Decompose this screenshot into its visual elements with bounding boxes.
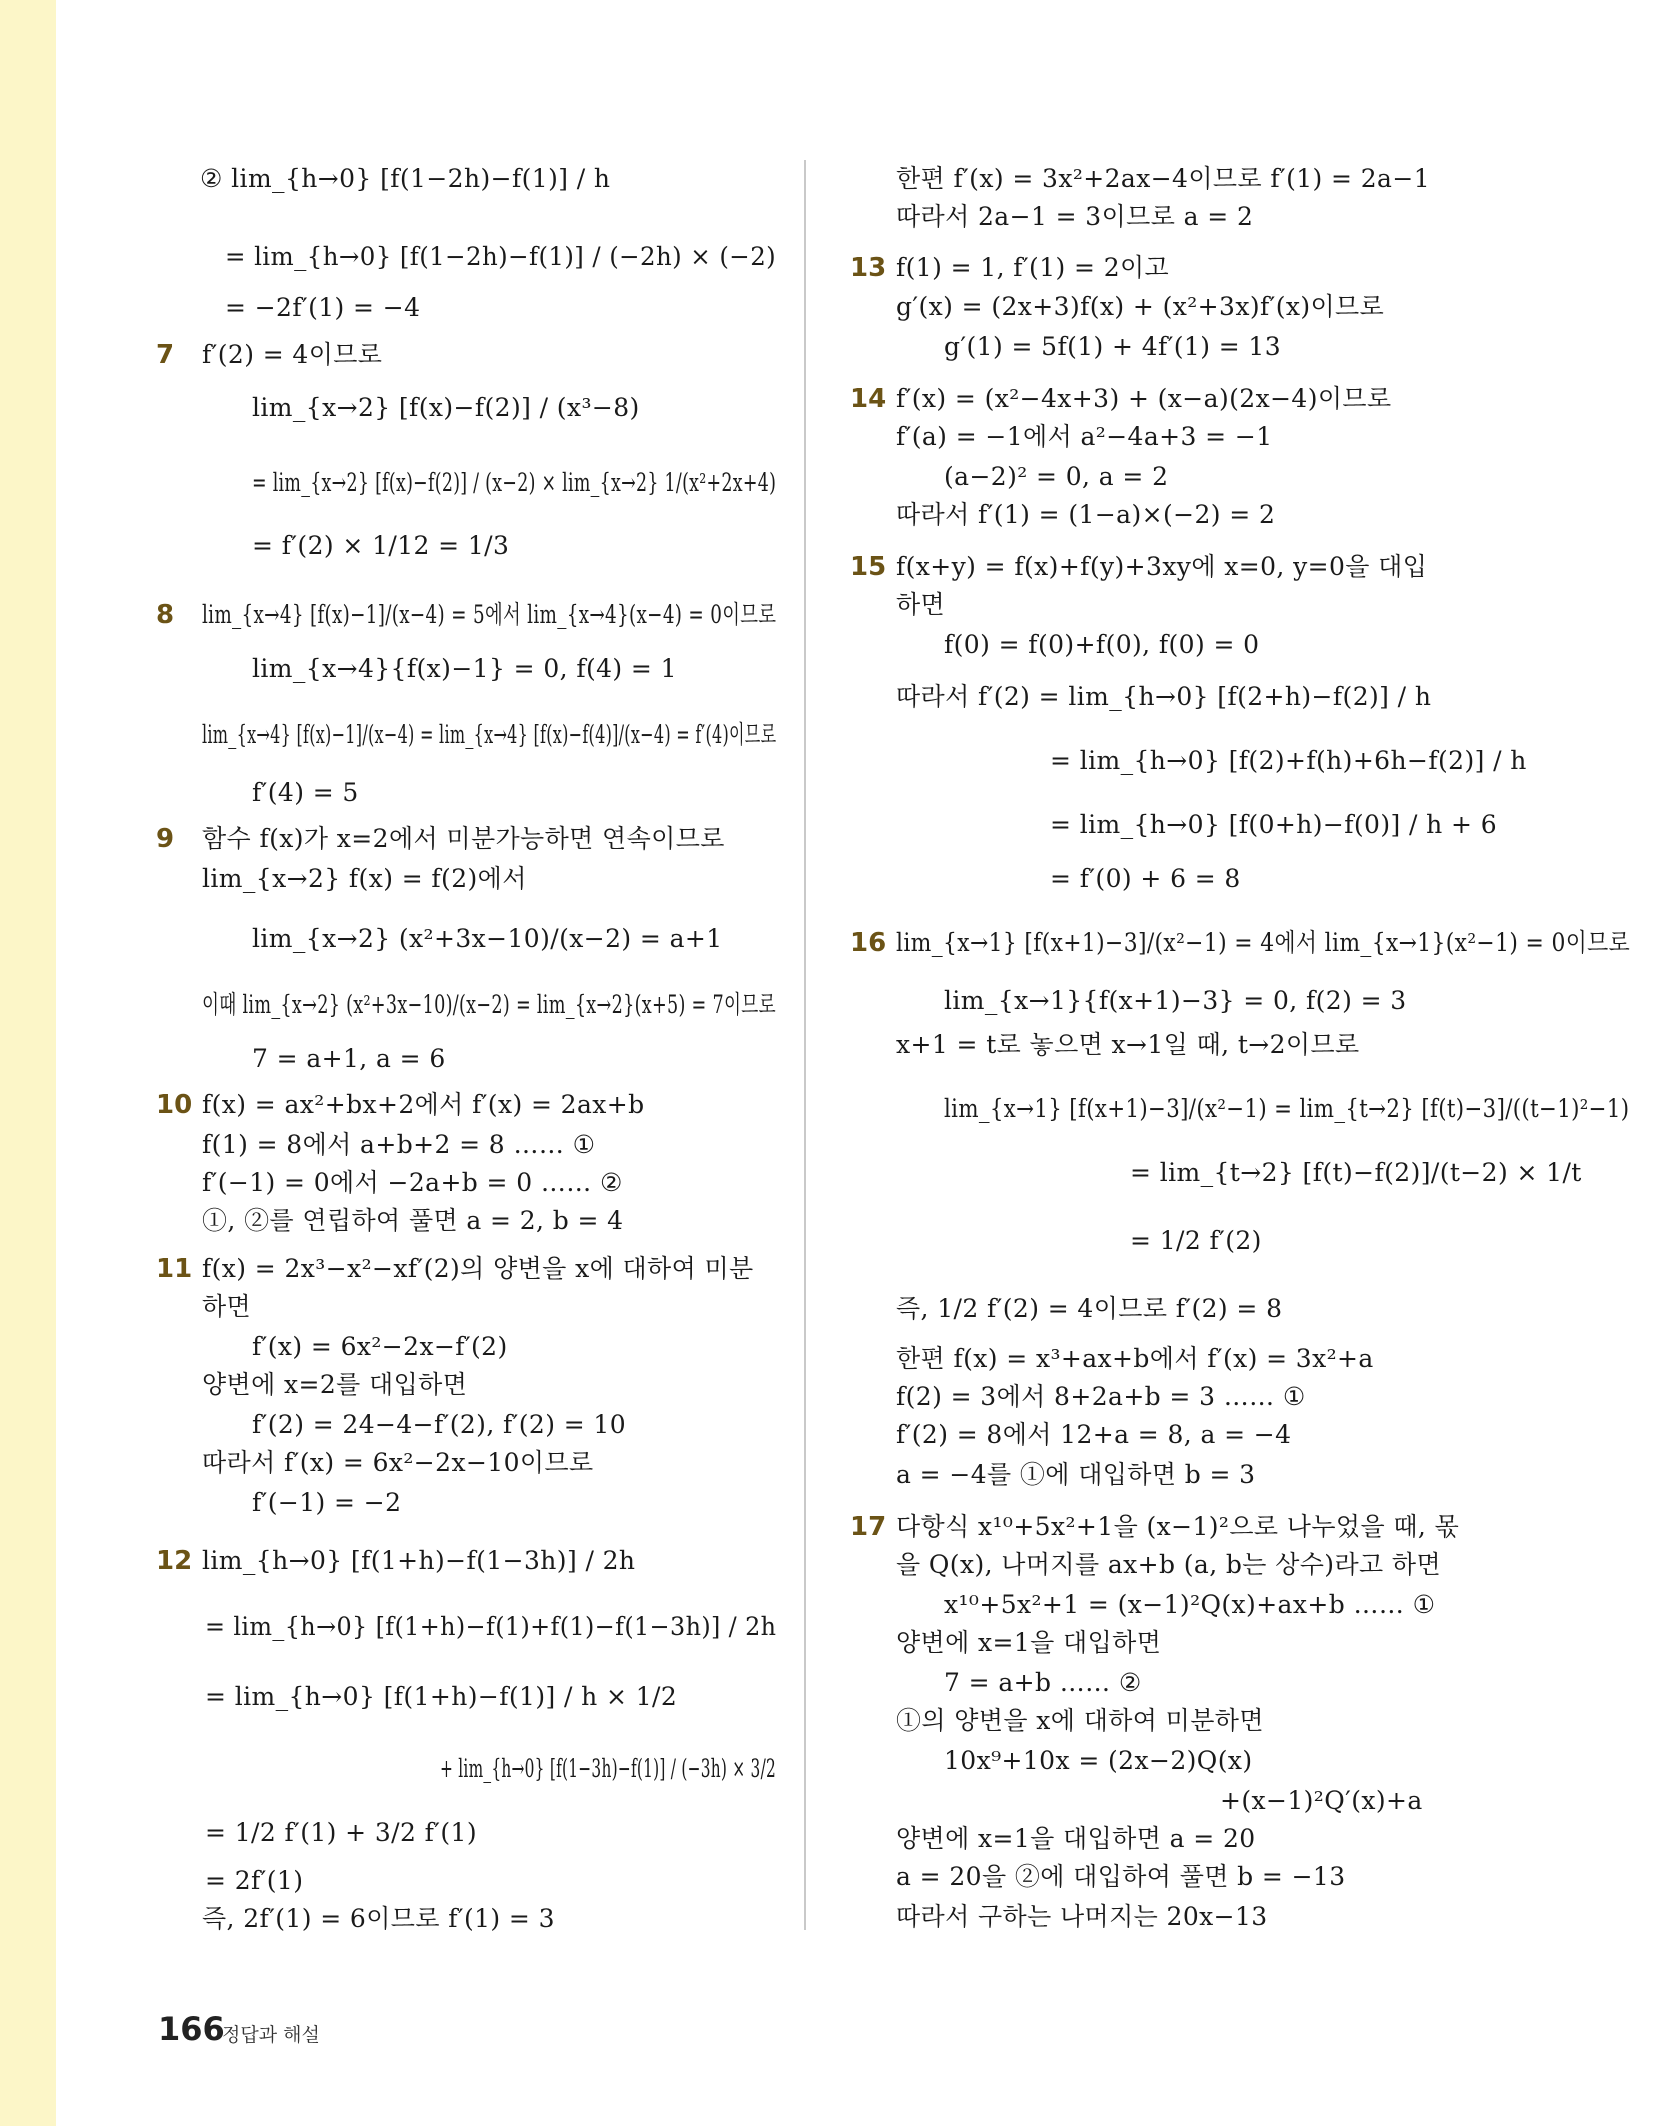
solution-line: 함수 f(x)가 x=2에서 미분가능하면 연속이므로 (202, 824, 725, 853)
solution-line: f(x+y) = f(x)+f(y)+3xy에 x=0, y=0을 대입 (896, 552, 1428, 581)
solution-line: = lim_{t→2} [f(t)−f(2)]/(t−2) × 1/t (1130, 1158, 1582, 1187)
solution-line: f(1) = 8에서 a+b+2 = 8 …… ① (202, 1130, 596, 1159)
solution-line: lim_{x→4} [f(x)−1]/(x−4) = 5에서 lim_{x→4}(x−4) = 0이므로 (202, 600, 777, 629)
solution-line: f(1) = 1, f′(1) = 2이고 (896, 253, 1170, 282)
solution-line: a = −4를 ①에 대입하면 b = 3 (896, 1460, 1256, 1489)
solution-line: 양변에 x=2를 대입하면 (202, 1370, 468, 1399)
solution-line: 즉, 2f′(1) = 6이므로 f′(1) = 3 (202, 1904, 555, 1933)
solution-line: 양변에 x=1을 대입하면 a = 20 (896, 1824, 1256, 1853)
solution-line: = f′(0) + 6 = 8 (1050, 864, 1241, 893)
solution-line: 하면 (896, 590, 946, 619)
solution-line: x+1 = t로 놓으면 x→1일 때, t→2이므로 (896, 1030, 1360, 1059)
solution-line: lim_{x→1} [f(x+1)−3]/(x²−1) = 4에서 lim_{x→1}(x²−1) = 0이므로 (896, 928, 1631, 957)
solution-line: f′(2) = 4이므로 (202, 340, 383, 369)
problem-number: 16 (850, 928, 887, 958)
solution-line: 하면 (202, 1292, 252, 1321)
solution-line: lim_{x→4}{f(x)−1} = 0, f(4) = 1 (252, 654, 677, 683)
solution-line: 즉, 1/2 f′(2) = 4이므로 f′(2) = 8 (896, 1294, 1283, 1323)
problem-number: 14 (850, 384, 887, 414)
solution-line: f′(2) = 24−4−f′(2), f′(2) = 10 (252, 1410, 627, 1439)
solution-line: = lim_{h→0} [f(1−2h)−f(1)] / (−2h) × (−2) (225, 242, 777, 271)
solution-line: f(2) = 3에서 8+2a+b = 3 …… ① (896, 1382, 1306, 1411)
solution-line: f′(a) = −1에서 a²−4a+3 = −1 (896, 422, 1273, 451)
solution-line: = −2f′(1) = −4 (225, 293, 421, 322)
page-number: 166 (158, 2010, 225, 2048)
page-label: 정답과 해설 (222, 2024, 320, 2046)
solution-line: f(x) = ax²+bx+2에서 f′(x) = 2ax+b (202, 1090, 645, 1119)
solution-line: + lim_{h→0} [f(1−3h)−f(1)] / (−3h) × 3/2 (440, 1754, 777, 1783)
solution-line: = 1/2 f′(1) + 3/2 f′(1) (205, 1818, 477, 1847)
solution-line: = lim_{h→0} [f(1+h)−f(1)] / h × 1/2 (205, 1682, 678, 1711)
solution-line: 10x⁹+10x = (2x−2)Q(x) (944, 1746, 1253, 1775)
solution-line: = f′(2) × 1/12 = 1/3 (252, 531, 510, 560)
problem-number: 12 (156, 1546, 193, 1576)
solution-line: ② lim_{h→0} [f(1−2h)−f(1)] / h (200, 164, 611, 193)
solution-line: f′(−1) = 0에서 −2a+b = 0 …… ② (202, 1168, 623, 1197)
problem-number: 7 (156, 340, 175, 370)
solution-line: (a−2)² = 0, a = 2 (944, 462, 1169, 491)
solution-line: = 1/2 f′(2) (1130, 1226, 1262, 1255)
solution-line: +(x−1)²Q′(x)+a (1220, 1786, 1423, 1815)
solution-line: f′(−1) = −2 (252, 1488, 402, 1517)
solution-line: 따라서 f′(2) = lim_{h→0} [f(2+h)−f(2)] / h (896, 682, 1432, 711)
solution-line: lim_{h→0} [f(1+h)−f(1−3h)] / 2h (202, 1546, 636, 1575)
problem-number: 13 (850, 253, 887, 283)
solution-line: 따라서 구하는 나머지는 20x−13 (896, 1902, 1268, 1931)
solution-line: g′(1) = 5f(1) + 4f′(1) = 13 (944, 332, 1282, 361)
solution-line: = lim_{h→0} [f(1+h)−f(1)+f(1)−f(1−3h)] / 2h (205, 1612, 777, 1641)
solution-line: 7 = a+b …… ② (944, 1668, 1142, 1697)
solution-line: 7 = a+1, a = 6 (252, 1044, 446, 1073)
solution-line: g′(x) = (2x+3)f(x) + (x²+3x)f′(x)이므로 (896, 292, 1385, 321)
solution-line: f(x) = 2x³−x²−xf′(2)의 양변을 x에 대하여 미분 (202, 1254, 754, 1283)
problem-number: 9 (156, 824, 175, 854)
solution-line: 한편 f(x) = x³+ax+b에서 f′(x) = 3x²+a (896, 1344, 1374, 1373)
solution-line: f′(x) = 6x²−2x−f′(2) (252, 1332, 508, 1361)
problem-number: 8 (156, 600, 175, 630)
solution-line: 따라서 f′(x) = 6x²−2x−10이므로 (202, 1448, 594, 1477)
margin-stripe (0, 0, 56, 2126)
problem-number: 15 (850, 552, 887, 582)
solution-line: = lim_{h→0} [f(0+h)−f(0)] / h + 6 (1050, 810, 1498, 839)
problem-number: 17 (850, 1512, 887, 1542)
solution-line: f(0) = f(0)+f(0), f(0) = 0 (944, 630, 1260, 659)
solution-line: 을 Q(x), 나머지를 ax+b (a, b는 상수)라고 하면 (896, 1550, 1441, 1579)
solution-line: f′(4) = 5 (252, 778, 359, 807)
solution-line: f′(x) = (x²−4x+3) + (x−a)(2x−4)이므로 (896, 384, 1392, 413)
solution-line: 다항식 x¹⁰+5x²+1을 (x−1)²으로 나누었을 때, 몫 (896, 1512, 1460, 1541)
solution-line: = lim_{h→0} [f(2)+f(h)+6h−f(2)] / h (1050, 746, 1527, 775)
solution-line: 따라서 2a−1 = 3이므로 a = 2 (896, 202, 1254, 231)
solution-line: ①, ②를 연립하여 풀면 a = 2, b = 4 (202, 1206, 624, 1235)
solution-line: lim_{x→2} [f(x)−f(2)] / (x³−8) (252, 393, 640, 422)
solution-line: lim_{x→4} [f(x)−1]/(x−4) = lim_{x→4} [f(x)−f(4)]/(x−4) = f′(4)이므로 (202, 720, 777, 749)
problem-number: 10 (156, 1090, 193, 1120)
solution-line: lim_{x→1} [f(x+1)−3]/(x²−1) = lim_{t→2} [f(t)−3]/((t−1)²−1) (944, 1094, 1630, 1123)
solution-line: lim_{x→2} f(x) = f(2)에서 (202, 864, 527, 893)
solution-line: lim_{x→2} (x²+3x−10)/(x−2) = a+1 (252, 924, 723, 953)
solution-line: lim_{x→1}{f(x+1)−3} = 0, f(2) = 3 (944, 986, 1407, 1015)
problem-number: 11 (156, 1254, 193, 1284)
solution-line: a = 20을 ②에 대입하여 풀면 b = −13 (896, 1862, 1346, 1891)
solution-line: = 2f′(1) (205, 1866, 304, 1895)
column-divider (804, 160, 806, 1930)
solution-line: ①의 양변을 x에 대하여 미분하면 (896, 1706, 1264, 1735)
solution-line: f′(2) = 8에서 12+a = 8, a = −4 (896, 1420, 1292, 1449)
solution-line: 이때 lim_{x→2} (x²+3x−10)/(x−2) = lim_{x→2}(x+5) = 7이므로 (202, 990, 776, 1019)
solution-line: 따라서 f′(1) = (1−a)×(−2) = 2 (896, 500, 1276, 529)
solution-line: x¹⁰+5x²+1 = (x−1)²Q(x)+ax+b …… ① (944, 1590, 1436, 1619)
solution-line: 한편 f′(x) = 3x²+2ax−4이므로 f′(1) = 2a−1 (896, 164, 1431, 193)
solution-line: 양변에 x=1을 대입하면 (896, 1628, 1162, 1657)
solution-line: = lim_{x→2} [f(x)−f(2)] / (x−2) × lim_{x→2} 1/(x²+2x+4) (252, 468, 777, 497)
